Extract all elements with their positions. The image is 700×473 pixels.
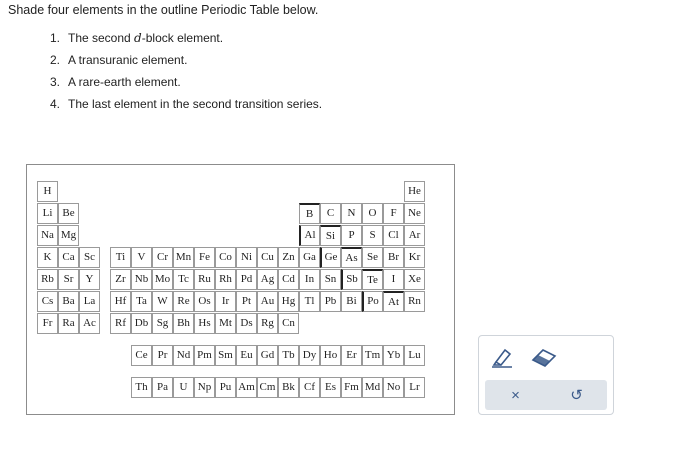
element-cell-cf[interactable]: Cf xyxy=(299,377,320,398)
element-cell-cd[interactable]: Cd xyxy=(278,269,299,290)
element-cell-tm[interactable]: Tm xyxy=(362,345,383,366)
close-icon: × xyxy=(511,386,520,404)
element-cell-rg[interactable]: Rg xyxy=(257,313,278,334)
element-cell-eu[interactable]: Eu xyxy=(236,345,257,366)
element-cell-tl[interactable]: Tl xyxy=(299,291,320,312)
element-cell-o[interactable]: O xyxy=(362,203,383,224)
element-cell-ir[interactable]: Ir xyxy=(215,291,236,312)
element-cell-rh[interactable]: Rh xyxy=(215,269,236,290)
element-cell-ag[interactable]: Ag xyxy=(257,269,278,290)
task-list xyxy=(50,30,322,118)
element-cell-tb[interactable]: Tb xyxy=(278,345,299,366)
element-cell-ra[interactable]: Ra xyxy=(58,313,79,334)
task-text: The second xyxy=(68,31,135,45)
element-cell-zn[interactable]: Zn xyxy=(278,247,299,268)
element-cell-br[interactable]: Br xyxy=(383,247,404,268)
element-cell-w[interactable]: W xyxy=(152,291,173,312)
element-cell-hs[interactable]: Hs xyxy=(194,313,215,334)
element-cell-am[interactable]: Am xyxy=(236,377,257,398)
element-cell-db[interactable]: Db xyxy=(131,313,152,334)
task-number: 4. xyxy=(50,97,61,111)
element-cell-se[interactable]: Se xyxy=(362,247,383,268)
element-cell-sm[interactable]: Sm xyxy=(215,345,236,366)
eraser-tool-button[interactable] xyxy=(529,344,559,370)
element-cell-md[interactable]: Md xyxy=(362,377,383,398)
element-cell-ac[interactable]: Ac xyxy=(79,313,100,334)
element-cell-lu[interactable]: Lu xyxy=(404,345,425,366)
element-cell-bh[interactable]: Bh xyxy=(173,313,194,334)
element-cell-as[interactable]: As xyxy=(341,247,362,268)
element-cell-ge[interactable]: Ge xyxy=(320,247,341,268)
element-cell-pr[interactable]: Pr xyxy=(152,345,173,366)
task-item xyxy=(50,96,322,118)
task-number: 1. xyxy=(50,31,61,45)
highlighter-icon xyxy=(490,346,514,368)
undo-button[interactable] xyxy=(546,380,607,410)
element-cell-li[interactable]: Li xyxy=(37,203,58,224)
element-cell-fr[interactable]: Fr xyxy=(37,313,58,334)
element-cell-au[interactable]: Au xyxy=(257,291,278,312)
element-cell-rf[interactable]: Rf xyxy=(110,313,131,334)
task-text-italic: d xyxy=(134,31,142,45)
element-cell-s[interactable]: S xyxy=(362,225,383,246)
shading-toolbar xyxy=(478,335,614,415)
task-item xyxy=(50,52,322,74)
element-cell-rb[interactable]: Rb xyxy=(37,269,58,290)
element-cell-bk[interactable]: Bk xyxy=(278,377,299,398)
element-cell-pb[interactable]: Pb xyxy=(320,291,341,312)
element-cell-ne[interactable]: Ne xyxy=(404,203,425,224)
element-cell-u[interactable]: U xyxy=(173,377,194,398)
element-cell-rn[interactable]: Rn xyxy=(404,291,425,312)
element-cell-ti[interactable]: Ti xyxy=(110,247,131,268)
element-cell-cs[interactable]: Cs xyxy=(37,291,58,312)
element-cell-fe[interactable]: Fe xyxy=(194,247,215,268)
element-cell-in[interactable]: In xyxy=(299,269,320,290)
element-cell-v[interactable]: V xyxy=(131,247,152,268)
element-cell-sc[interactable]: Sc xyxy=(79,247,100,268)
element-cell-np[interactable]: Np xyxy=(194,377,215,398)
task-item xyxy=(50,30,322,52)
element-cell-c[interactable]: C xyxy=(320,203,341,224)
element-cell-hg[interactable]: Hg xyxy=(278,291,299,312)
element-cell-re[interactable]: Re xyxy=(173,291,194,312)
element-cell-ar[interactable]: Ar xyxy=(404,225,425,246)
element-cell-es[interactable]: Es xyxy=(320,377,341,398)
element-cell-si[interactable]: Si xyxy=(320,225,341,246)
element-cell-pu[interactable]: Pu xyxy=(215,377,236,398)
element-cell-ca[interactable]: Ca xyxy=(58,247,79,268)
element-cell-ta[interactable]: Ta xyxy=(131,291,152,312)
element-cell-ho[interactable]: Ho xyxy=(320,345,341,366)
task-text: A transuranic element. xyxy=(68,53,188,67)
element-cell-yb[interactable]: Yb xyxy=(383,345,404,366)
element-cell-tc[interactable]: Tc xyxy=(173,269,194,290)
task-text-suffix: -block element. xyxy=(141,31,224,45)
element-cell-pm[interactable]: Pm xyxy=(194,345,215,366)
element-cell-na[interactable]: Na xyxy=(37,225,58,246)
element-cell-ru[interactable]: Ru xyxy=(194,269,215,290)
element-cell-b[interactable]: B xyxy=(299,203,320,224)
element-cell-y[interactable]: Y xyxy=(79,269,100,290)
element-cell-nb[interactable]: Nb xyxy=(131,269,152,290)
element-cell-pt[interactable]: Pt xyxy=(236,291,257,312)
element-cell-cu[interactable]: Cu xyxy=(257,247,278,268)
element-cell-te[interactable]: Te xyxy=(362,269,383,290)
element-cell-zr[interactable]: Zr xyxy=(110,269,131,290)
element-cell-f[interactable]: F xyxy=(383,203,404,224)
eraser-icon xyxy=(530,346,558,368)
element-cell-pa[interactable]: Pa xyxy=(152,377,173,398)
element-cell-be[interactable]: Be xyxy=(58,203,79,224)
undo-icon: ↺ xyxy=(570,387,583,404)
element-cell-cn[interactable]: Cn xyxy=(278,313,299,334)
element-cell-dy[interactable]: Dy xyxy=(299,345,320,366)
task-number: 3. xyxy=(50,75,61,89)
element-cell-kr[interactable]: Kr xyxy=(404,247,425,268)
element-cell-sr[interactable]: Sr xyxy=(58,269,79,290)
element-cell-k[interactable]: K xyxy=(37,247,58,268)
task-number: 2. xyxy=(50,53,61,67)
element-cell-xe[interactable]: Xe xyxy=(404,269,425,290)
task-text: The last element in the second transition series. xyxy=(68,97,323,111)
element-cell-sn[interactable]: Sn xyxy=(320,269,341,290)
element-cell-mn[interactable]: Mn xyxy=(173,247,194,268)
highlighter-tool-button[interactable] xyxy=(487,344,517,370)
element-cell-la[interactable]: La xyxy=(79,291,100,312)
element-cell-pd[interactable]: Pd xyxy=(236,269,257,290)
element-cell-sg[interactable]: Sg xyxy=(152,313,173,334)
element-cell-er[interactable]: Er xyxy=(341,345,362,366)
element-cell-hf[interactable]: Hf xyxy=(110,291,131,312)
task-text: A rare-earth element. xyxy=(68,75,181,89)
element-cell-bi[interactable]: Bi xyxy=(341,291,362,312)
task-item xyxy=(50,74,322,96)
element-cell-ga[interactable]: Ga xyxy=(299,247,320,268)
instructions-text: Shade four elements in the outline Periodic Table below. xyxy=(8,3,319,17)
element-cell-ni[interactable]: Ni xyxy=(236,247,257,268)
element-cell-lr[interactable]: Lr xyxy=(404,377,425,398)
element-cell-al[interactable]: Al xyxy=(299,225,320,246)
element-cell-mg[interactable]: Mg xyxy=(58,225,79,246)
element-cell-fm[interactable]: Fm xyxy=(341,377,362,398)
toolbar-action-bar xyxy=(485,380,607,410)
element-cell-co[interactable]: Co xyxy=(215,247,236,268)
element-cell-ba[interactable]: Ba xyxy=(58,291,79,312)
element-cell-po[interactable]: Po xyxy=(362,291,383,312)
element-cell-he[interactable]: He xyxy=(404,181,425,202)
element-cell-cm[interactable]: Cm xyxy=(257,377,278,398)
clear-button[interactable] xyxy=(485,380,546,410)
element-cell-at[interactable]: At xyxy=(383,291,404,312)
element-cell-i[interactable]: I xyxy=(383,269,404,290)
element-cell-ce[interactable]: Ce xyxy=(131,345,152,366)
element-cell-mt[interactable]: Mt xyxy=(215,313,236,334)
element-cell-cr[interactable]: Cr xyxy=(152,247,173,268)
element-cell-mo[interactable]: Mo xyxy=(152,269,173,290)
element-cell-ds[interactable]: Ds xyxy=(236,313,257,334)
element-cell-nd[interactable]: Nd xyxy=(173,345,194,366)
element-cell-sb[interactable]: Sb xyxy=(341,269,362,290)
element-cell-n[interactable]: N xyxy=(341,203,362,224)
element-cell-p[interactable]: P xyxy=(341,225,362,246)
element-cell-th[interactable]: Th xyxy=(131,377,152,398)
element-cell-gd[interactable]: Gd xyxy=(257,345,278,366)
element-cell-cl[interactable]: Cl xyxy=(383,225,404,246)
element-cell-os[interactable]: Os xyxy=(194,291,215,312)
element-cell-h[interactable]: H xyxy=(37,181,58,202)
element-cell-no[interactable]: No xyxy=(383,377,404,398)
